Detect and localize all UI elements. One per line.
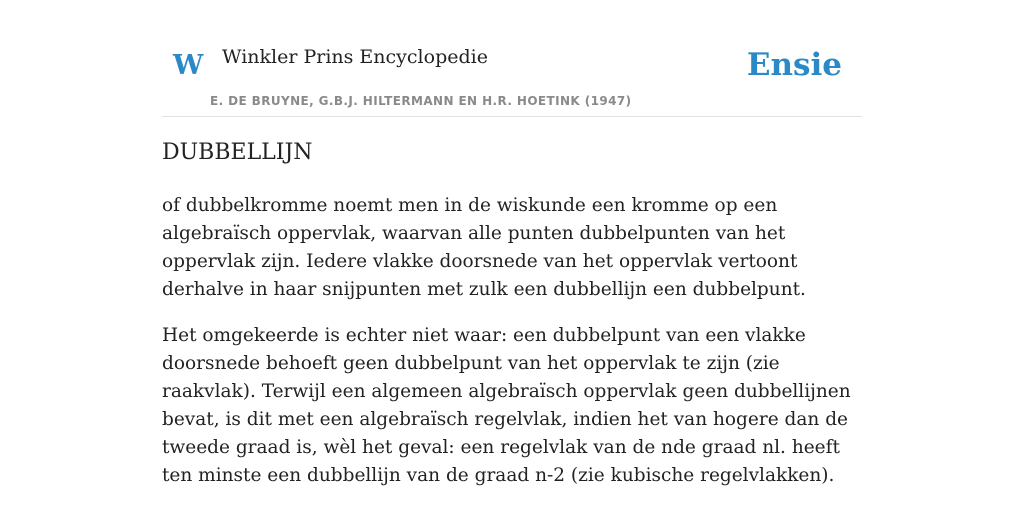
article-page bbox=[162, 0, 862, 512]
winkler-prins-logo[interactable]: W bbox=[173, 50, 204, 81]
entry-content bbox=[162, 192, 862, 508]
entry-paragraph: Het omgekeerde is echter niet waar: een dubbelpunt van een vlakke doorsnede behoeft geen dubbelpunt van het oppervlak te zijn (zie raakvlak). Terwijl een algemeen algebraïsch oppervlak geen dubbellijnen bevat, is dit met een algebraïsch regelvlak, indien het van hogere dan de tweede graad is, wèl het geval: een regelvlak van de nde graad nl. heeft ten minste een dubbellijn van de graad n-2 (zie kubische regelvlakken). bbox=[162, 325, 851, 486]
entry-title: DUBBELLIJN bbox=[162, 140, 313, 165]
entry-paragraph: of dubbelkromme noemt men in de wiskunde een kromme op een algebraïsch oppervlak, waarvan alle punten dubbelpunten van het oppervlak zijn. Iedere vlakke doorsnede van het oppervlak vertoont derhalve in haar snijpunten met zulk een dubbellijn een dubbelpunt. bbox=[162, 195, 806, 300]
source-title[interactable]: Winkler Prins Encyclopedie bbox=[222, 46, 488, 68]
source-authors: E. DE BRUYNE, G.B.J. HILTERMANN EN H.R. HOETINK (1947) bbox=[210, 94, 632, 108]
ensie-logo-link[interactable]: Ensie bbox=[746, 47, 842, 83]
source-header bbox=[162, 0, 862, 117]
